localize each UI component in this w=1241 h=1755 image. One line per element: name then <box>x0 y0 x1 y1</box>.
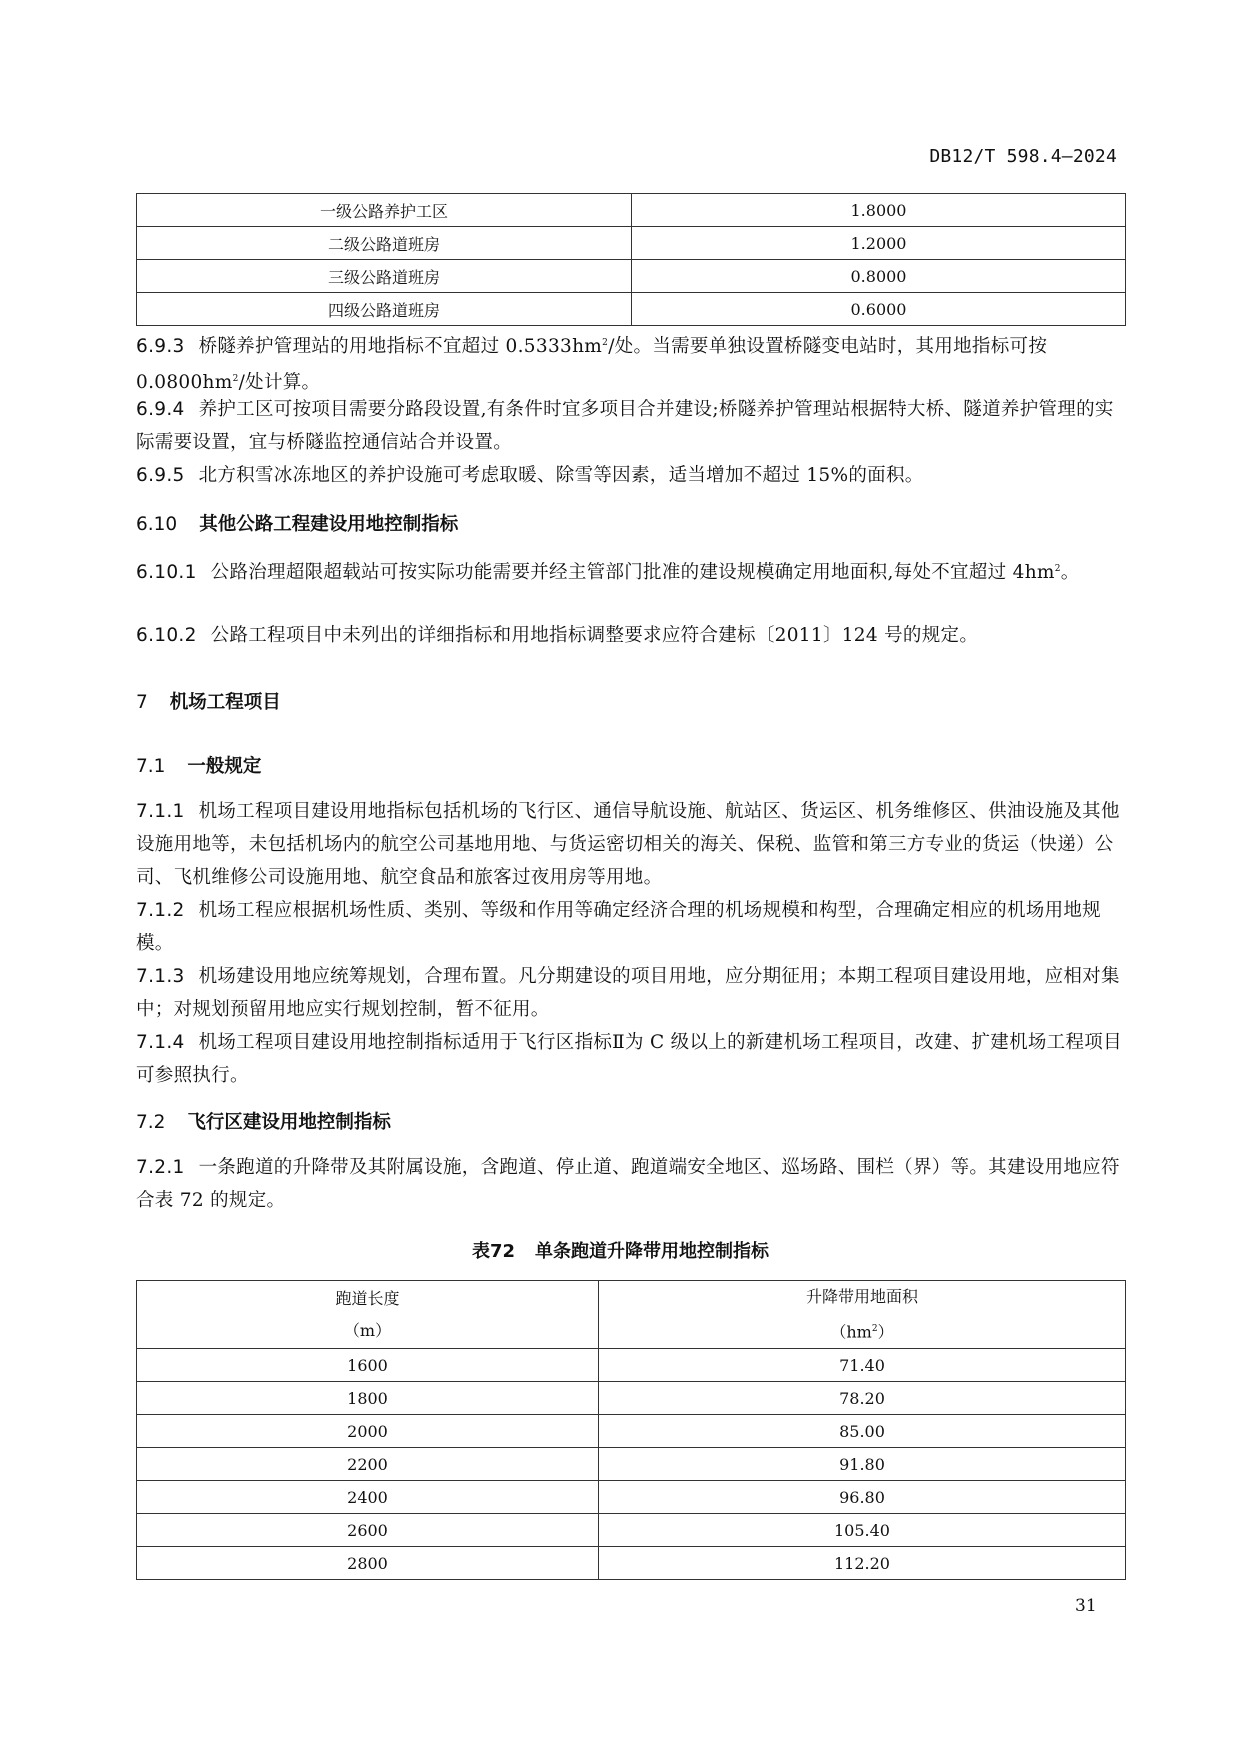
table-cell: 2000 <box>137 1415 599 1448</box>
table-cell: 2400 <box>137 1481 599 1514</box>
table-number: 表72 <box>471 1241 516 1262</box>
clause-text: 桥隧养护管理站的用地指标不宜超过 0.5333hm <box>198 336 603 358</box>
clause-text: /处。当需要单独设置桥隧变电站时，其用地指标可按 0.0800hm <box>136 336 1048 394</box>
table-row <box>137 227 1126 260</box>
table-cell: 71.40 <box>599 1349 1126 1382</box>
document-code: DB12/T 598.4—2024 <box>929 146 1117 167</box>
clause-text: 。 <box>1060 562 1080 584</box>
table-row <box>137 1415 1126 1448</box>
clause-6-10-2 <box>136 619 1126 652</box>
section-title: 其他公路工程建设用地控制指标 <box>199 514 459 535</box>
clause-text: 机场工程应根据机场性质、类别、等级和作用等确定经济合理的机场规模和构型，合理确定相应的机场用地规模。 <box>136 900 1101 954</box>
table-cell: 78.20 <box>599 1382 1126 1415</box>
section-number: 7 <box>136 692 148 713</box>
clause-text: /处计算。 <box>238 372 321 394</box>
table-cell: 2600 <box>137 1514 599 1547</box>
clause-7-1-4 <box>136 1026 1126 1092</box>
table-cell: 二级公路道班房 <box>137 227 632 260</box>
table-row <box>137 260 1126 293</box>
clause-text: 养护工区可按项目需要分路段设置,有条件时宜多项目合并建设;桥隧养护管理站根据特大桥、隧道养护管理的实际需要设置，宜与桥隧监控通信站合并设置。 <box>136 399 1114 453</box>
section-number: 6.10 <box>136 514 178 535</box>
superscript: 2 <box>871 1324 878 1334</box>
table-cell: 一级公路养护工区 <box>137 194 632 227</box>
clause-number: 6.9.5 <box>136 465 185 486</box>
section-heading-7-1 <box>136 752 261 778</box>
table-cell: 三级公路道班房 <box>137 260 632 293</box>
clause-number: 6.10.2 <box>136 625 197 646</box>
table-cell: 0.6000 <box>632 293 1126 326</box>
superscript: 2 <box>1054 564 1061 574</box>
table-cell: 112.20 <box>599 1547 1126 1580</box>
clause-number: 7.2.1 <box>136 1157 185 1178</box>
column-header <box>599 1281 1126 1349</box>
table-caption <box>0 1237 1241 1263</box>
clause-7-1-2 <box>136 894 1126 960</box>
table-row <box>137 1448 1126 1481</box>
section-number: 7.1 <box>136 756 166 777</box>
clause-text: 机场工程项目建设用地控制指标适用于飞行区指标Ⅱ为 C 级以上的新建机场工程项目，改建、扩建机场工程项目可参照执行。 <box>136 1032 1122 1086</box>
column-title: 跑道长度 <box>335 1288 400 1308</box>
section-number: 7.2 <box>136 1112 166 1133</box>
table-row <box>137 1514 1126 1547</box>
clause-6-9-4 <box>136 393 1126 459</box>
clause-6-10-1 <box>136 553 1126 589</box>
column-title: 升降带用地面积 <box>805 1287 918 1306</box>
table-row <box>137 194 1126 227</box>
chapter-heading-7 <box>136 688 281 714</box>
table-cell: 四级公路道班房 <box>137 293 632 326</box>
maintenance-land-table <box>136 193 1126 326</box>
clause-text: 机场工程项目建设用地指标包括机场的飞行区、通信导航设施、航站区、货运区、机务维修区、供油设施及其他设施用地等，未包括机场内的航空公司基地用地、与货运密切相关的海关、保税、监管和第三方专业的货运（快递）公司、飞机维修公司设施用地、航空食品和旅客过夜用房等用地。 <box>136 801 1120 888</box>
column-unit: （m） <box>343 1320 392 1340</box>
clause-number: 7.1.2 <box>136 900 185 921</box>
clause-7-1-1 <box>136 795 1126 894</box>
clause-text: 公路工程项目中未列出的详细指标和用地指标调整要求应符合建标〔2011〕124 号的规定。 <box>210 625 979 646</box>
table-cell: 0.8000 <box>632 260 1126 293</box>
clause-6-9-5 <box>136 459 1126 492</box>
column-unit: （hm <box>830 1322 872 1342</box>
table-cell: 85.00 <box>599 1415 1126 1448</box>
column-unit: ） <box>877 1322 894 1342</box>
clause-text: 北方积雪冰冻地区的养护设施可考虑取暖、除雪等因素，适当增加不超过 15%的面积。 <box>198 465 924 486</box>
table-header-row <box>137 1281 1126 1349</box>
table-row <box>137 1349 1126 1382</box>
runway-strip-table <box>136 1280 1126 1580</box>
section-heading-6-10 <box>136 510 458 536</box>
section-title: 机场工程项目 <box>169 692 281 713</box>
clause-6-9-3 <box>136 327 1126 399</box>
clause-number: 6.9.3 <box>136 336 185 358</box>
page-number: 31 <box>1075 1596 1097 1616</box>
table-row <box>137 1547 1126 1580</box>
table-title: 单条跑道升降带用地控制指标 <box>535 1241 770 1262</box>
section-heading-7-2 <box>136 1108 391 1134</box>
table-cell: 105.40 <box>599 1514 1126 1547</box>
clause-number: 7.1.4 <box>136 1032 185 1053</box>
clause-number: 7.1.1 <box>136 801 185 822</box>
table-row <box>137 1382 1126 1415</box>
section-title: 飞行区建设用地控制指标 <box>187 1112 391 1133</box>
table-cell: 2200 <box>137 1448 599 1481</box>
table-cell: 1600 <box>137 1349 599 1382</box>
table-cell: 96.80 <box>599 1481 1126 1514</box>
superscript: 2 <box>232 374 239 385</box>
section-title: 一般规定 <box>187 756 262 777</box>
table-cell: 2800 <box>137 1547 599 1580</box>
table-cell: 1.8000 <box>632 194 1126 227</box>
clause-number: 7.1.3 <box>136 966 185 987</box>
clause-number: 6.10.1 <box>136 562 197 584</box>
table-cell: 91.80 <box>599 1448 1126 1481</box>
clause-text: 公路治理超限超载站可按实际功能需要并经主管部门批准的建设规模确定用地面积,每处不宜超过 4hm <box>210 562 1055 584</box>
clause-text: 机场建设用地应统筹规划，合理布置。凡分期建设的项目用地，应分期征用；本期工程项目建设用地，应相对集中；对规划预留用地应实行规划控制，暂不征用。 <box>136 966 1120 1020</box>
clause-text: 一条跑道的升降带及其附属设施，含跑道、停止道、跑道端安全地区、巡场路、围栏（界）等。其建设用地应符合表 72 的规定。 <box>136 1157 1120 1211</box>
column-header <box>137 1281 599 1349</box>
table-cell: 1800 <box>137 1382 599 1415</box>
superscript: 2 <box>602 338 609 348</box>
clause-7-2-1 <box>136 1151 1126 1217</box>
table-row <box>137 293 1126 326</box>
table-cell: 1.2000 <box>632 227 1126 260</box>
table-row <box>137 1481 1126 1514</box>
clause-number: 6.9.4 <box>136 399 185 420</box>
clause-7-1-3 <box>136 960 1126 1026</box>
